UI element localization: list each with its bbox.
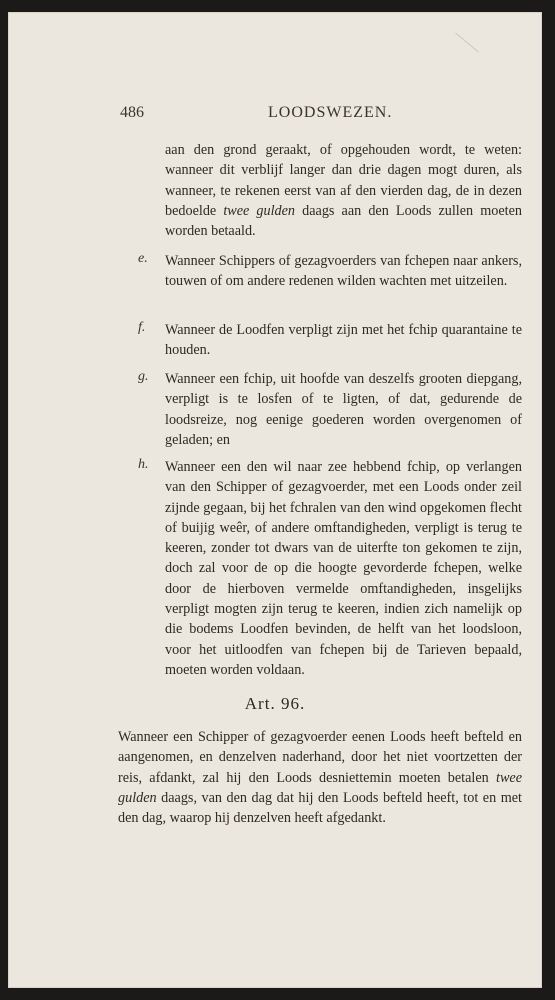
article-text-a: Wanneer een Schipper of gezagvoerder eenen Loods heeft befteld en aangenomen, en denzelven naderhand, door het niet voortzetten der reis, afdankt, zal hij den Loods desniettemin moeten betalen — [118, 729, 522, 786]
page-number: 486 — [120, 104, 144, 121]
continuation-emphasis: twee gulden — [223, 202, 296, 219]
continuation-text-a: aan den grond geraakt, of opgehouden wordt, te weten: wanneer dit verblijf langer dan drie dagen mogt duren, als wanneer, te rekenen eerst van af den vierden dag, de in dezen bedoelde — [165, 142, 522, 219]
article-heading: Art. 96. — [244, 694, 306, 713]
continuation-text-b: daags aan den Loods zullen moeten worden betaald. — [165, 202, 522, 240]
continuation-paragraph — [165, 140, 522, 241]
item-text: Wanneer een fchip, uit hoofde van deszelfs grooten diepgang, verpligt is te losfen of te ligten, of dat, gedurende de loodsreize, nog eenige goederen worden overgenomen of geladen; en — [165, 371, 522, 448]
item-letter: e. — [138, 251, 148, 266]
running-head: LOODSWEZEN. — [268, 104, 393, 121]
article-text-b: daags, van den dag dat hij den Loods befteld heeft, tot en met den dag, waarop hij denzelven heeft afgedankt. — [118, 789, 522, 827]
article-emphasis: twee gulden — [118, 769, 522, 806]
item-text: Wanneer Schippers of gezagvoerders van fchepen naar ankers, touwen of om andere redenen wilden wachten met uitzeilen. — [165, 253, 522, 290]
page-header — [120, 104, 410, 126]
item-letter: f. — [138, 320, 146, 335]
article-paragraph — [118, 727, 522, 828]
item-letter: g. — [138, 369, 149, 384]
book-page — [8, 12, 542, 988]
page-mark — [455, 32, 479, 52]
item-text: Wanneer de Loodfen verpligt zijn met het fchip quarantaine te houden. — [165, 322, 522, 359]
item-text: Wanneer een den wil naar zee hebbend fchip, op verlangen van den Schipper of gezagvoerder, met een Loods onder zeil zijnde gegaan, bij het fchralen van den wind opgekomen flecht of buijig weêr, of andere omftandigheden, verpligt is terug te keeren, zonder tot dwars van de uiterfte ton gekomen te zijn, doch zal voor de op die hoogte gevorderde fchepen, welke door de hierboven vermelde omftandigheden, insgelijks verpligt mogten zijn terug te keeren, indien zich namelijk op die bodems Loodfen bevinden, de helft van het loodsloon, voor het uitloodfen van fchepen bij de Tarieven bepaald, moeten worden voldaan. — [165, 459, 522, 678]
item-letter: h. — [138, 457, 149, 472]
